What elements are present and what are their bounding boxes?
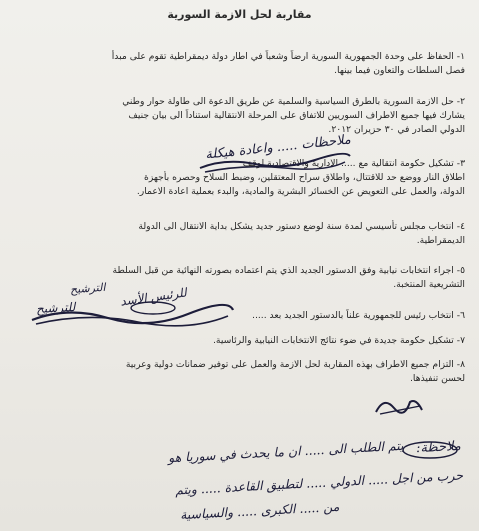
item-line: ٧- تشكيل حكومة جديدة في ضوء نتائج الانتخابات النيابية والرئاسية. — [212, 335, 465, 346]
list-item — [17, 334, 465, 348]
handwritten-line: من ..... الكبرى ..... والسياسية — [179, 498, 340, 523]
item-line: الدولة، والعمل على التعويض عن الخسائر البشرية والمادية، والبدء بعملية اعادة الاعمار. — [136, 186, 465, 197]
list-item — [17, 50, 465, 78]
item-line: ٤- انتخاب مجلس تأسيسي لمدة سنة لوضع دستور جديد يشكل بداية الانتقال الى الدولة — [138, 221, 465, 232]
item-line: ٨- التزام جميع الاطراف بهذه المقاربة لحل الازمة والعمل على توفير ضمانات دولية وعربية — [125, 359, 465, 370]
handwritten-line: حرب من اجل ..... الدولي ..... لتطبيق القاعدة ..... ويتم — [174, 467, 464, 498]
item-line: التشريعية المنتخبة. — [393, 279, 465, 290]
signature-icon — [370, 392, 430, 422]
item-line: ٥- اجراء انتخابات نيابية وفق الدستور الجديد الذي يتم اعتماده بصورته النهائية من قبل السلطة — [112, 265, 465, 276]
list-item — [17, 95, 465, 137]
item-line: ١- الحفاظ على وحدة الجمهورية السورية ارضاً وشعباً في اطار دولة ديمقراطية تقوم على مبدأ — [111, 51, 465, 62]
handwritten-note: للرئيس الأسد — [119, 285, 188, 309]
item-line: فصل السلطات والتعاون فيما بينها. — [334, 65, 465, 76]
item-line: اطلاق النار ووضع حد للاقتتال، واطلاق سراح المعتقلين، وضبط السلاح وحصره بأجهزة — [144, 172, 465, 183]
list-item — [17, 220, 465, 248]
item-line: يشارك فيها جميع الاطراف السوريين للاتفاق على المرحلة الانتقالية استناداً الى بيان جنيف — [128, 110, 465, 121]
handwritten-line: يتم الطلب الى ..... ان ما يحدث في سوريا هو — [168, 437, 405, 466]
item-line: الديمقراطية. — [416, 235, 465, 246]
handwritten-note: الترشيح — [69, 280, 106, 297]
handwritten-note: ملاحظات ..... واعادة هيكلة — [204, 132, 352, 163]
item-line: ٣- تشكيل حكومة انتقالية مع ..... الادارية والاقتصادية لوقف — [242, 158, 465, 169]
handwritten-note-label: ملاحظة: — [415, 438, 462, 457]
circle-scribble — [400, 440, 460, 460]
strike-through-scribble — [28, 300, 238, 330]
item-line: ٢- حل الازمة السورية بالطرق السياسية والسلمية عن طريق الدعوة الى طاولة حوار وطني — [122, 96, 465, 107]
handwritten-note: للترشيح — [35, 299, 76, 317]
strike-through-scribble — [195, 150, 355, 175]
item-line: لحسن تنفيذها. — [410, 373, 465, 384]
list-item — [17, 358, 465, 386]
item-line: الدولي الصادر في ٣٠ حزيران ٢٠١٢. — [328, 124, 465, 135]
document-title: مقاربة لحل الازمة السورية — [167, 8, 312, 21]
item-line: ٦- انتخاب رئيس للجمهورية علناً بالدستور الجديد بعد ..... — [252, 310, 465, 321]
